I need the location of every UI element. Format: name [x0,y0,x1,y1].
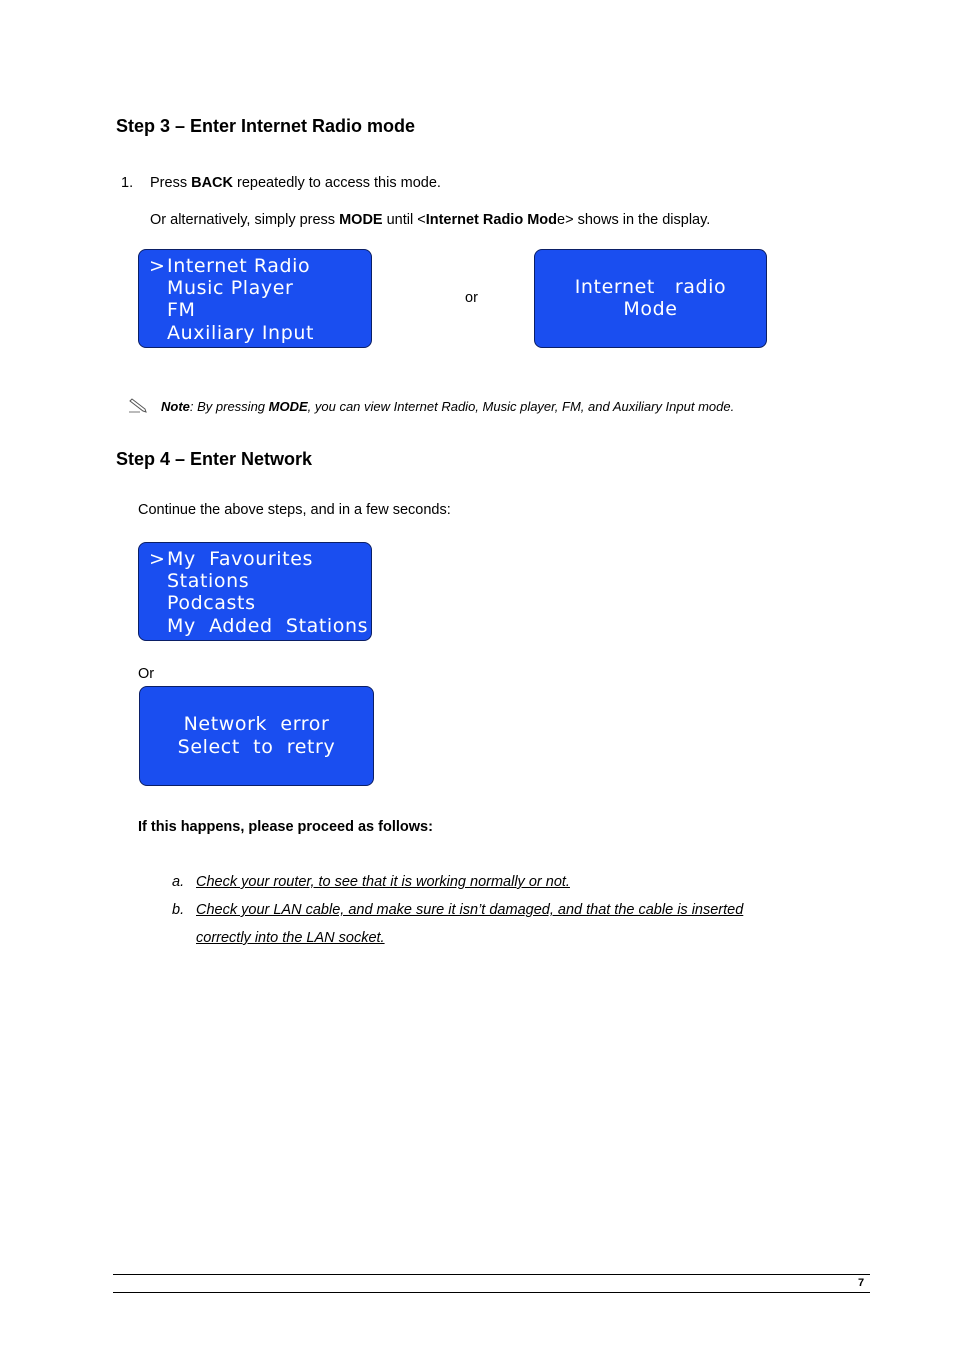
list-item-check-lan-cable-cont [196,930,385,946]
lcd-menu-line: My Added Stations [167,615,369,637]
note-text-2: , you can view Internet Radio, Music player, FM, and Auxiliary Input mode. [307,399,735,414]
lcd-menu-line: FM [167,299,196,321]
page-number: 7 [858,1277,865,1289]
press-post: repeatedly to access this mode. [232,175,441,191]
lcd-error-line: Select to retry [177,736,336,758]
note-mode-label: MODE [268,399,308,414]
list-item-text: Check your router, to see that it is working normally or not. [196,874,570,890]
lcd-menu-line: Auxiliary Input [167,322,315,344]
lcd-menu-line: Internet Radio [167,255,311,277]
step3-alternative-instruction [150,212,710,228]
lcd-mode-line: Mode [623,298,678,320]
lcd-network-menu-display [138,542,372,641]
list-item-check-lan-cable [196,902,743,918]
chevron-right-icon: > [149,548,166,570]
step4-continue-text: Continue the above steps, and in a few seconds: [138,502,451,518]
back-key-label: BACK [191,175,233,191]
note-text [161,399,734,414]
list-marker: a. [172,874,185,890]
step3-item-number: 1. [121,175,134,191]
or-separator: or [465,290,478,306]
list-item-text: Check your LAN cable, and make sure it isn’t damaged, and that the cable is inserted [196,902,744,918]
step4-heading: Step 4 – Enter Network [116,449,313,469]
pencil-icon [128,398,148,414]
footer-top-rule [113,1274,870,1275]
step3-press-instruction [150,175,441,191]
lcd-error-line: Network error [183,713,330,735]
alt-pre: Or alternatively, simply press [150,212,340,228]
list-item-check-router [196,874,570,890]
proceed-instruction: If this happens, please proceed as follows: [138,819,433,835]
lcd-network-error-display [139,686,374,786]
list-item-text: correctly into the LAN socket. [196,930,385,946]
lcd-mode-line: Internet radio [574,276,727,298]
chevron-right-icon: > [149,255,166,277]
alt-mid: until < [382,212,426,228]
lcd-mode-menu-display [138,249,372,348]
mode-key-label: MODE [339,212,383,228]
lcd-menu-line: Music Player [167,277,294,299]
lcd-menu-line: Stations [167,570,250,592]
note-label: Note [161,399,190,414]
lcd-internet-radio-mode-display [534,249,767,348]
alt-post: e> shows in the display. [557,212,711,228]
step3-heading: Step 3 – Enter Internet Radio mode [116,116,416,136]
lcd-menu-line: Podcasts [167,592,256,614]
lcd-menu-line: My Favourites [167,548,313,570]
or-separator: Or [138,666,155,682]
list-marker: b. [172,902,185,918]
footer-bottom-rule [113,1292,870,1293]
note-text-1: : By pressing [189,399,269,414]
internet-radio-mode-label: Internet Radio Mod [425,212,558,228]
press-pre: Press [150,175,192,191]
